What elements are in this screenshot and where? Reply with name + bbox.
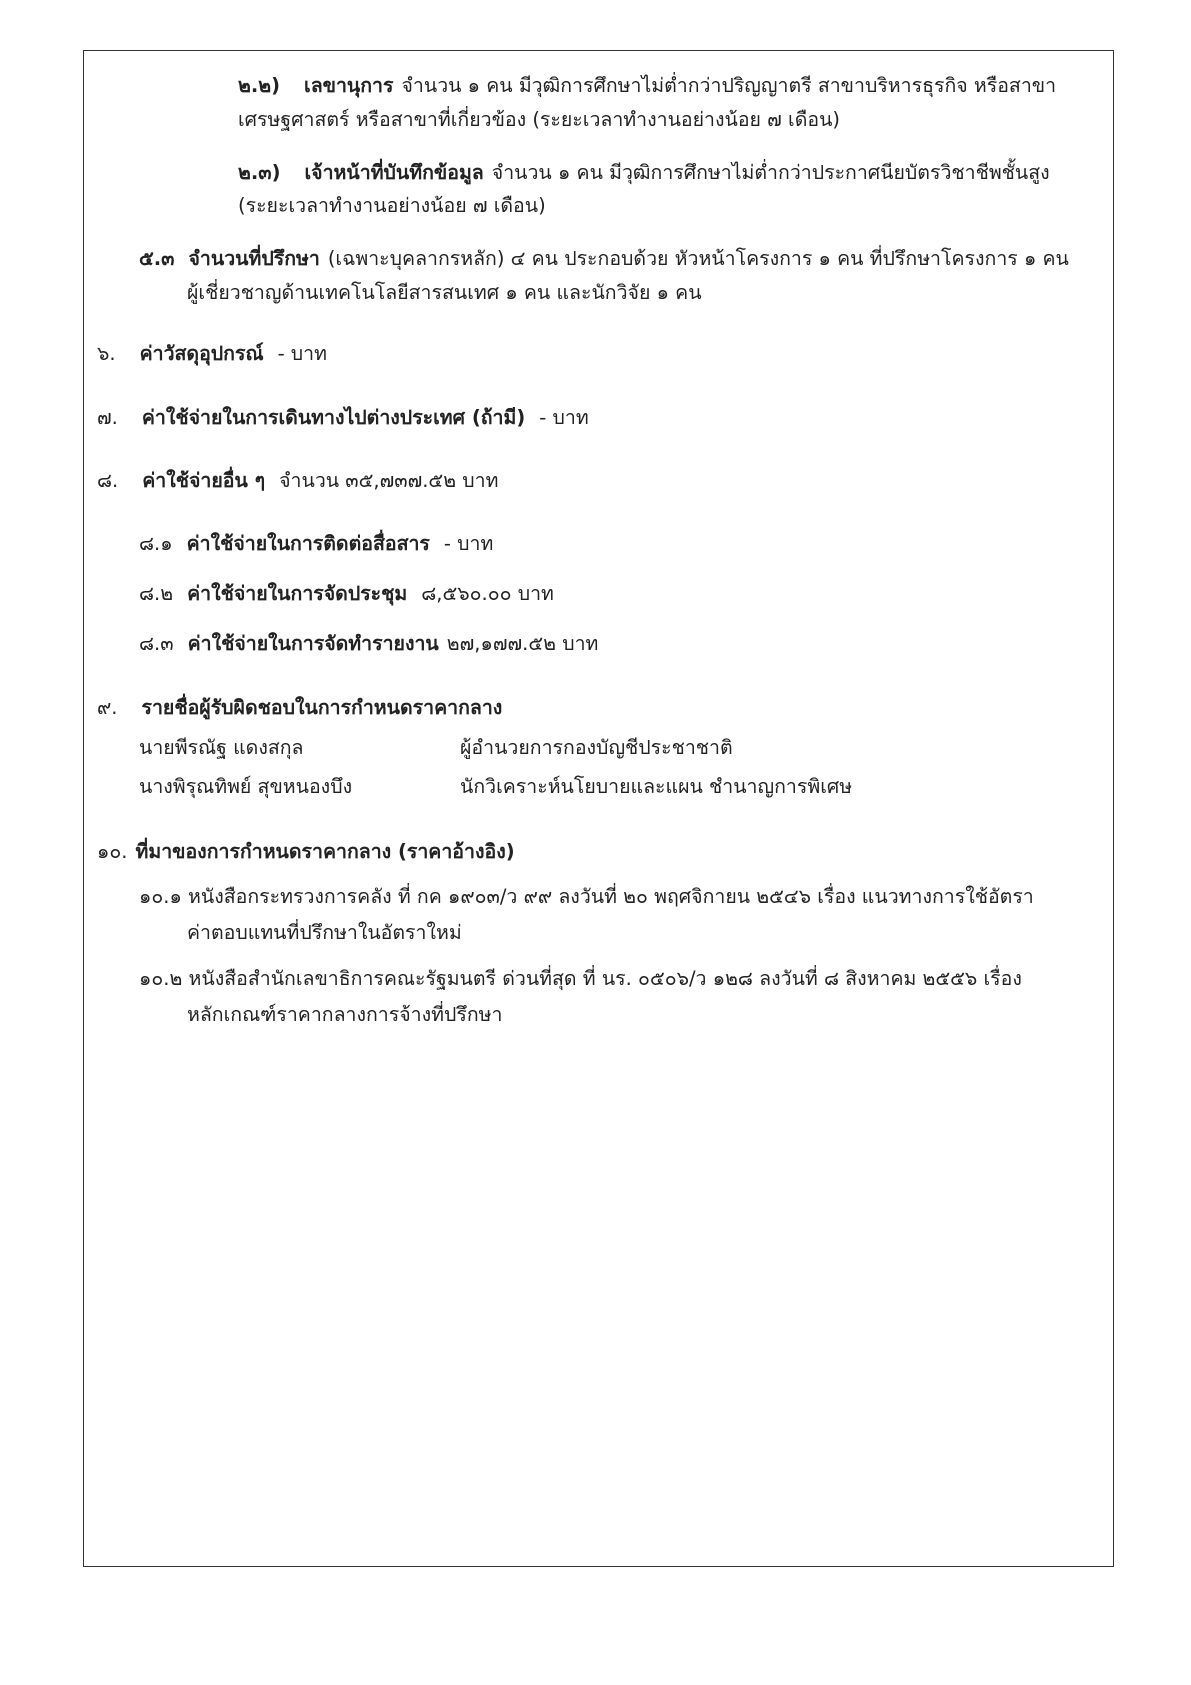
section-8-2-text: ๘,๕๖๐.๐๐ บาท (421, 582, 554, 605)
section-8-1-title: ค่าใช้จ่ายในการติดต่อสื่อสาร (186, 532, 430, 555)
section-8-number: ๘. (97, 469, 119, 492)
section-9-title: รายชื่อผู้รับผิดชอบในการกำหนดราคากลาง (141, 696, 503, 719)
section-8-title: ค่าใช้จ่ายอื่น ๆ (142, 469, 266, 492)
section-8 (97, 467, 498, 495)
section-10-1-line-1: ๑๐.๑ หนังสือกระทรวงการคลัง ที่ กค ๑๙๐๓/ว ๙๙ ลงวันที่ ๒๐ พฤศจิกายน ๒๕๔๖ เรื่อง แนวทางการใช้อัตรา (139, 885, 1034, 908)
section-5-3-text: (เฉพาะบุคลากรหลัก) ๔ คน ประกอบด้วย หัวหน้าโครงการ ๑ คน ที่ปรึกษาโครงการ ๑ คน (327, 247, 1069, 270)
section-9-heading (97, 694, 502, 722)
person-1-name: นายพีรณัฐ แดงสกุล (139, 736, 304, 759)
section-7-text: - บาท (539, 406, 589, 429)
section-8-3 (139, 630, 598, 658)
section-6-text: - บาท (277, 342, 327, 365)
section-6-title: ค่าวัสดุอุปกรณ์ (139, 342, 264, 365)
section-10-1-line-2: ค่าตอบแทนที่ปรึกษาในอัตราใหม่ (187, 921, 462, 944)
section-6 (97, 340, 327, 368)
section-7-number: ๗. (97, 406, 118, 429)
section-7 (97, 404, 589, 432)
section-6-number: ๖. (97, 342, 116, 365)
section-2-3-title: เจ้าหน้าที่บันทึกข้อมูล (304, 161, 484, 184)
section-2-3-line-2: (ระยะเวลาทำงานอย่างน้อย ๗ เดือน) (238, 194, 546, 217)
section-8-text: จำนวน ๓๕,๗๓๗.๕๒ บาท (279, 469, 499, 492)
section-2-2-line-1 (238, 72, 1056, 100)
person-1-position: ผู้อำนวยการกองบัญชีประชาชาติ (460, 736, 733, 759)
section-5-3-title: จำนวนที่ปรึกษา (188, 247, 320, 270)
section-2-3-number: ๒.๓) (238, 161, 281, 184)
section-10-title: ที่มาของการกำหนดราคากลาง (ราคาอ้างอิง) (135, 840, 515, 863)
section-2-2-line-2: เศรษฐศาสตร์ หรือสาขาที่เกี่ยวข้อง (ระยะเวลาทำงานอย่างน้อย ๗ เดือน) (238, 108, 841, 131)
section-10-2-line-1: ๑๐.๒ หนังสือสำนักเลขาธิการคณะรัฐมนตรี ด่วนที่สุด ที่ นร. ๐๕๐๖/ว ๑๒๘ ลงวันที่ ๘ สิงหาคม ๒๕๕๖ เรื่อง (139, 967, 1022, 990)
section-8-2-title: ค่าใช้จ่ายในการจัดประชุม (187, 582, 408, 605)
section-8-2-number: ๘.๒ (139, 582, 174, 605)
section-5-3-number: ๕.๓ (139, 247, 175, 270)
section-10-2-line-2: หลักเกณฑ์ราคากลางการจ้างที่ปรึกษา (187, 1003, 503, 1026)
section-2-2-number: ๒.๒) (238, 74, 281, 97)
section-2-3-text: จำนวน ๑ คน มีวุฒิการศึกษาไม่ต่ำกว่าประกาศนียบัตรวิชาชีพชั้นสูง (491, 161, 1050, 184)
section-7-title: ค่าใช้จ่ายในการเดินทางไปต่างประเทศ (ถ้ามี) (141, 406, 526, 429)
section-9-number: ๙. (97, 696, 118, 719)
section-5-3-line-2: ผู้เชี่ยวชาญด้านเทคโนโลยีสารสนเทศ ๑ คน และนักวิจัย ๑ คน (187, 281, 702, 304)
section-2-2-text: จำนวน ๑ คน มีวุฒิการศึกษาไม่ต่ำกว่าปริญญาตรี สาขาบริหารธุรกิจ หรือสาขา (401, 74, 1057, 97)
section-2-2-title: เลขานุการ (304, 74, 394, 97)
page-border (83, 50, 1114, 1567)
person-2-position: นักวิเคราะห์นโยบายและแผน ชำนาญการพิเศษ (460, 775, 853, 798)
section-2-3-line-1 (238, 159, 1050, 187)
section-5-3-line-1 (139, 245, 1069, 273)
section-8-3-title: ค่าใช้จ่ายในการจัดทำรายงาน (187, 632, 439, 655)
section-8-1-text: - บาท (443, 532, 494, 555)
person-2-name: นางพิรุณทิพย์ สุขหนองบึง (139, 775, 353, 798)
section-8-1 (139, 530, 493, 558)
section-8-3-number: ๘.๓ (139, 632, 174, 655)
section-8-1-number: ๘.๑ (139, 532, 173, 555)
section-8-3-text: ๒๗,๑๗๗.๕๒ บาท (446, 632, 599, 655)
section-8-2 (139, 580, 554, 608)
section-10-number: ๑๐. (97, 840, 128, 863)
section-10-heading (97, 838, 515, 866)
